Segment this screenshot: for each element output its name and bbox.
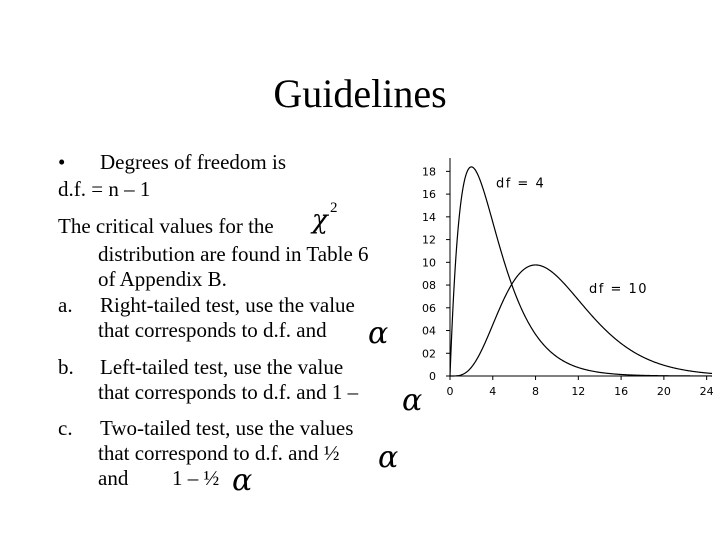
item-c-text-3a: and xyxy=(98,466,129,490)
series-line-df-4 xyxy=(450,167,712,376)
chi-square-chart xyxy=(412,148,718,408)
y-tick-label: 16 xyxy=(422,188,436,202)
item-c xyxy=(58,416,353,440)
item-b-marker: b. xyxy=(58,355,74,379)
alpha-symbol: α xyxy=(232,463,253,498)
y-tick-label: 14 xyxy=(422,210,436,224)
y-tick-label: 10 xyxy=(422,256,436,270)
x-tick-label: 8 xyxy=(532,385,540,398)
text-appendix: of Appendix B. xyxy=(98,267,227,291)
alpha-symbol: α xyxy=(402,383,423,418)
y-tick-label: 02 xyxy=(422,347,436,361)
bullet-line xyxy=(58,150,286,174)
item-a-marker: a. xyxy=(58,293,73,317)
curve-label: df = 4 xyxy=(495,176,546,192)
x-tick-label: 12 xyxy=(571,385,586,398)
x-tick-label: 0 xyxy=(446,385,454,398)
x-tick-label: 24 xyxy=(699,385,714,398)
item-c-text-3b: 1 – ½ xyxy=(172,466,220,490)
alpha-symbol: α xyxy=(378,440,399,475)
x-tick-label: 20 xyxy=(656,385,671,398)
item-a-text-2: that corresponds to d.f. and xyxy=(98,318,327,342)
y-tick-label: 08 xyxy=(422,279,436,293)
x-tick-label: 4 xyxy=(489,385,497,398)
text-critical-values: The critical values for the xyxy=(58,214,274,238)
y-tick-label: 18 xyxy=(422,165,436,179)
item-b-text: Left-tailed test, use the value xyxy=(100,355,344,379)
chi-symbol: χ xyxy=(312,205,328,235)
y-tick-label: 06 xyxy=(422,301,436,315)
curve-label: df = 10 xyxy=(589,282,649,298)
item-b-text-2: that corresponds to d.f. and 1 – xyxy=(98,380,359,404)
item-c-text-2: that correspond to d.f. and ½ xyxy=(98,441,340,465)
x-tick-label: 16 xyxy=(614,385,629,398)
item-a xyxy=(58,293,355,317)
y-tick-label: 12 xyxy=(422,233,436,247)
item-c-marker: c. xyxy=(58,416,73,440)
y-tick-label: 0 xyxy=(429,370,436,383)
text-df-formula: d.f. = n – 1 xyxy=(58,177,151,201)
chi-exponent: 2 xyxy=(330,200,338,216)
text-distribution: distribution are found in Table 6 xyxy=(98,242,369,266)
series-line-df-10 xyxy=(450,265,712,376)
bullet-marker: • xyxy=(58,150,66,174)
y-tick-label: 04 xyxy=(422,324,436,338)
slide-title: Guidelines xyxy=(273,71,447,116)
text-dof: Degrees of freedom is xyxy=(100,150,287,174)
item-a-text: Right-tailed test, use the value xyxy=(100,293,355,317)
item-b xyxy=(58,355,343,379)
alpha-symbol: α xyxy=(368,316,389,351)
item-c-text: Two-tailed test, use the values xyxy=(100,416,354,440)
